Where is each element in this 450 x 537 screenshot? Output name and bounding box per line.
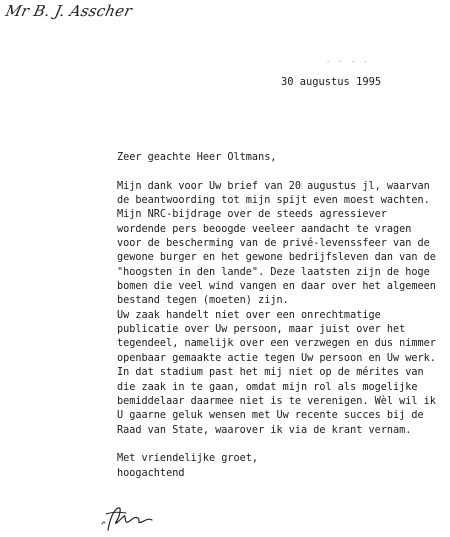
body-line: U gaarne geluk wensen met Uw recente succes bij de	[117, 410, 424, 422]
body-line: Raad van State, waarover ik via de krant vernam.	[117, 424, 412, 436]
body-line: openbaar gemaakte actie tegen Uw persoon en Uw werk.	[117, 352, 436, 364]
body-line: Mijn dank voor Uw brief van 20 augustus jl, waarvan	[117, 180, 430, 192]
body-line: die zaak in te gaan, omdat mijn rol als mogelijke	[117, 381, 418, 393]
body-line: bestand tegen (moeten) zijn.	[117, 295, 289, 307]
body-line: bomen die veel wind vangen en daar over het algemeen	[117, 281, 436, 293]
letterhead	[6, 2, 156, 24]
body-line: Mijn NRC-bijdrage over de steeds agressiever	[117, 209, 387, 221]
body-line: voor de bescherming van de privé-levenssfeer van de	[117, 238, 430, 250]
letterhead-name: Mr B. J. Asscher	[4, 2, 134, 20]
letter-date: 30 augustus 1995	[281, 76, 382, 88]
paragraph-gap	[117, 438, 447, 452]
handwritten-signature	[100, 500, 160, 536]
closing-2: hoogachtend	[117, 467, 185, 479]
paper-speckle: · · · ·	[326, 58, 370, 66]
letter-body	[117, 151, 447, 481]
body-line: "hoogsten in den lande". Deze laatsten zijn de hoge	[117, 266, 430, 278]
body-line: Uw zaak handelt niet over een onrechtmatige	[117, 309, 381, 321]
body-line: bemiddelaar daarmee niet is te verenigen. Wèl wil ik	[117, 395, 436, 407]
body-line: publicatie over Uw persoon, maar juist over het	[117, 324, 406, 336]
body-line: gewone burger en het gewone bedrijfsleven dan van de	[117, 252, 436, 264]
body-line: de beantwoording tot mijn spijt even moest wachten.	[117, 195, 430, 207]
body-line: tegendeel, namelijk over een verzwegen en dus nimmer	[117, 338, 436, 350]
salutation: Zeer geachte Heer Oltmans,	[117, 152, 277, 163]
body-line: wordende pers beoogde veeleer aandacht te vragen	[117, 223, 412, 235]
closing: Met vriendelijke groet,	[117, 453, 259, 465]
body-line: In dat stadium past het mij niet op de mérites van	[117, 367, 424, 379]
